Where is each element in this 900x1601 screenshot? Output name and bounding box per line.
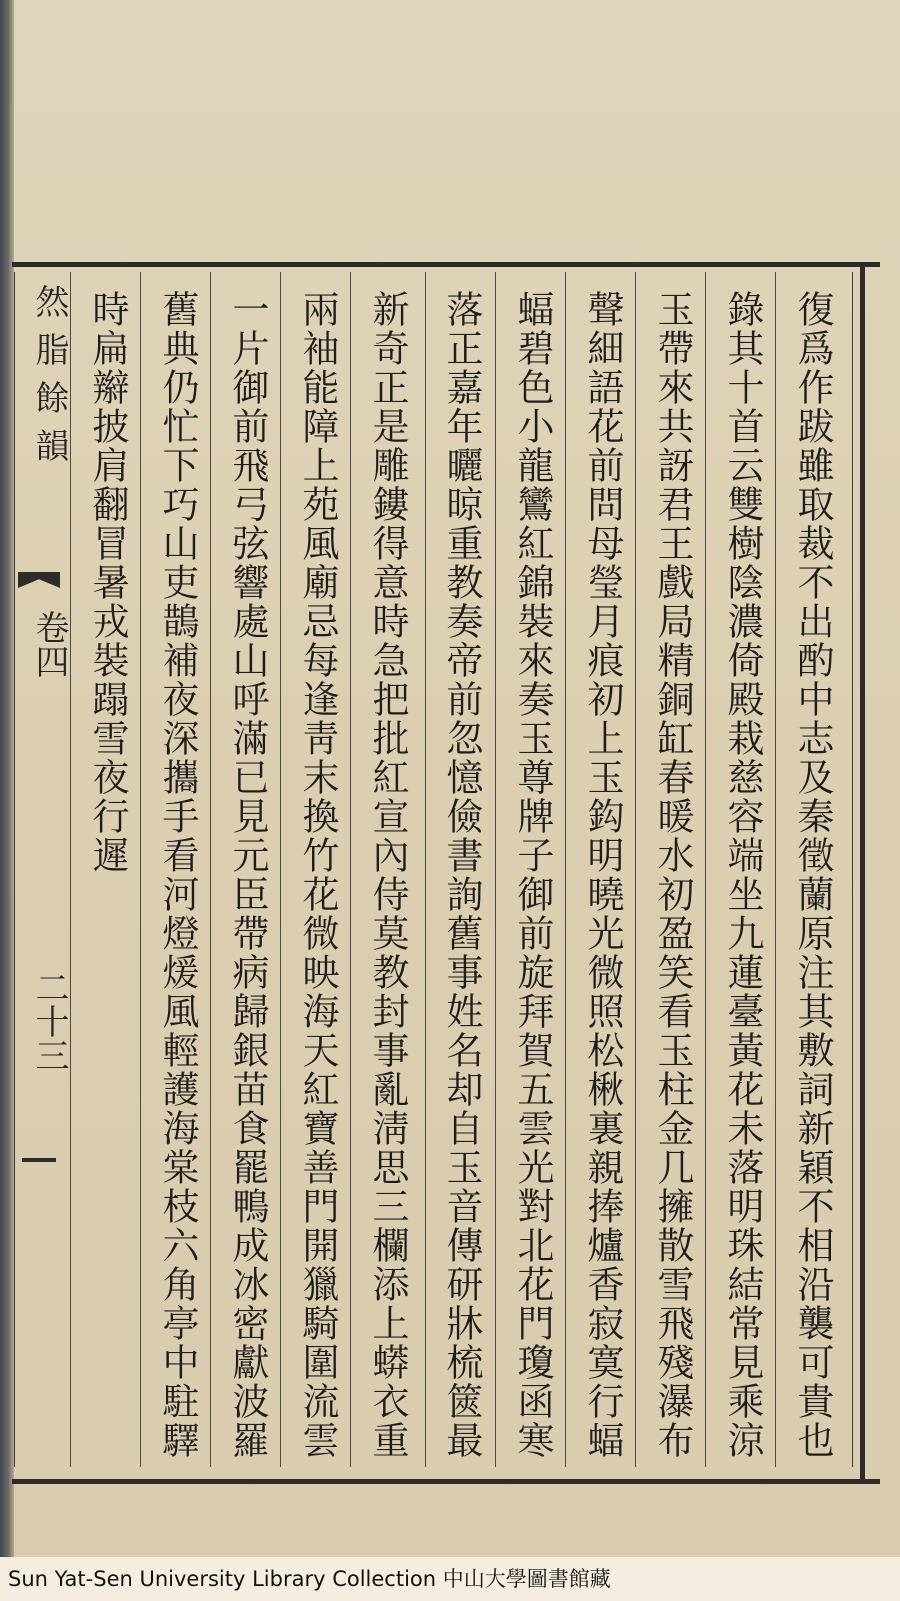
text-column-1: 復爲作跋雖取裁不出酌中志及秦徵蘭原注其敷詞新穎不相沿襲可貴也 [791,290,834,1460]
frame-right-inner-line [852,272,853,1467]
column-rule [350,272,351,1467]
column-rule [280,272,281,1467]
text-column-4: 聲細語花前問母瑩月痕初上玉鈎明曉光微照松楸裏親捧爐香寂寞行蝠 [581,290,624,1460]
column-rule [775,272,776,1467]
volume-label: 卷四 [29,610,69,678]
column-rule [425,272,426,1467]
column-rule [565,272,566,1467]
text-column-9: 一片御前飛弓弦響處山呼滿已見元臣帶病歸銀苗食罷鴨成冰密獻波羅 [226,290,269,1460]
text-column-3: 玉帶來共訝君王戲局精銅缸春暖水初盈笑看玉柱金几擁散雪飛殘瀑布 [651,290,694,1460]
column-rule [140,272,141,1467]
margin-bar [22,1158,56,1162]
frame-left-inner-line [14,272,15,1467]
book-title: 然脂餘韻 [29,284,69,476]
text-column-7: 新奇正是雕鏤得意時急把批紅宣內侍莫教封事亂淸思三欄添上蟒衣重 [366,290,409,1460]
collection-footer [0,1557,900,1601]
text-column-2: 錄其十首云雙樹陰濃倚殿栽慈容端坐九蓮臺黃花未落明珠結常見乘涼 [721,290,764,1460]
frame-right-border [860,262,865,1479]
text-column-5: 蝠碧色小龍鸞紅錦裝來奏玉尊牌子御前旋拜賀五雲光對北花門瓊函寒 [511,290,554,1460]
text-column-10: 舊典仍忙下巧山吏鵲補夜深攜手看河燈煖風輕護海棠枝六角亭中駐驛 [156,290,199,1460]
page-number: 二十三 [29,970,69,1072]
column-rule [495,272,496,1467]
column-rule [210,272,211,1467]
text-column-8: 兩袖能障上苑風廟忌每逢靑末換竹花微映海天紅寶善門開獵騎圍流雲 [296,290,339,1460]
text-column-6: 落正嘉年曬晾重教奏帝前忽憶儉書詢舊事姓名却自玉音傳研牀梳篋最 [440,290,483,1460]
collection-credit: Sun Yat-Sen University Library Collection 中山大學圖書館藏 [8,1567,611,1591]
column-rule [705,272,706,1467]
column-rule [635,272,636,1467]
text-column-11: 時扁辮披肩翻冒暑戎裝蹋雪夜行遲 [86,290,129,875]
